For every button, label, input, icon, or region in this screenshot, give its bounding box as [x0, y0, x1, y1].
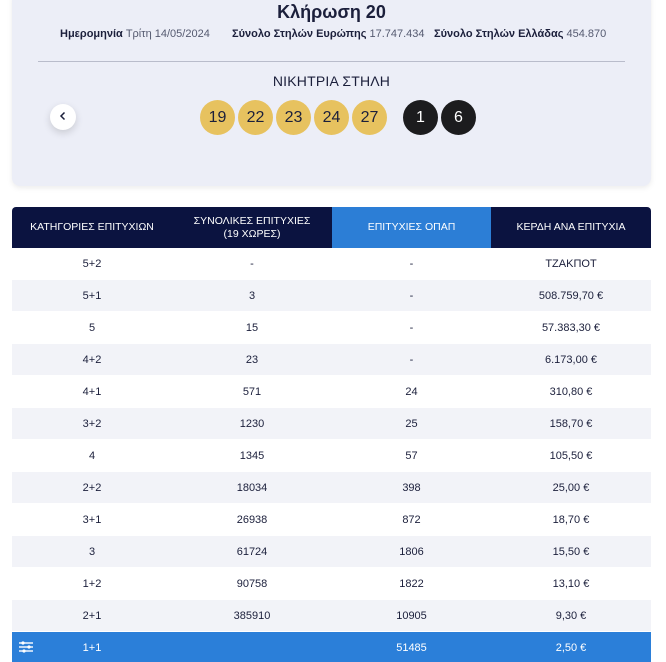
- cell-total: 3: [248, 289, 256, 302]
- header-total-line2: (19 ΧΩΡΕΣ): [223, 227, 281, 240]
- cell-category: 2+2: [82, 481, 102, 494]
- cell-total: [172, 632, 332, 662]
- winning-column-title: ΝΙΚΗΤΡΙΑ ΣΤΗΛΗ: [272, 73, 391, 89]
- draw-date: [60, 28, 210, 40]
- cell-category: 1+2: [82, 577, 102, 590]
- cell-prize: 9,30 €: [555, 609, 587, 622]
- main-number-ball: 19: [200, 100, 235, 135]
- cell-total: 571: [242, 385, 262, 398]
- table-row: [12, 248, 651, 279]
- cell-prize: ΤΖΑΚΠΟΤ: [545, 257, 597, 270]
- main-number-ball: 23: [276, 100, 311, 135]
- draw-date-value: Τρίτη 14/05/2024: [125, 28, 210, 40]
- table-row: [12, 600, 651, 631]
- cell-prize: 25,00 €: [552, 481, 590, 494]
- star-number-ball: 1: [403, 100, 438, 135]
- header-opap-wins: ΕΠΙΤΥΧΙΕΣ ΟΠΑΠ: [332, 207, 491, 248]
- cell-opap: -: [409, 321, 414, 334]
- table-row: [12, 536, 651, 567]
- cell-prize: 158,70 €: [549, 417, 593, 430]
- table-row: [12, 440, 651, 471]
- europe-total: [232, 28, 425, 40]
- cell-total: 18034: [236, 481, 268, 494]
- table-row: [12, 568, 651, 599]
- draw-date-label: Ημερομηνία: [60, 28, 123, 40]
- table-row: [12, 344, 651, 375]
- table-row: [12, 408, 651, 439]
- cell-opap: 1806: [399, 545, 424, 558]
- cell-opap: -: [409, 289, 414, 302]
- draw-info-card: [12, 0, 651, 186]
- greece-total-value: 454.870: [566, 28, 607, 40]
- cell-prize: 57.383,30 €: [541, 321, 601, 334]
- cell-prize: 15,50 €: [552, 545, 590, 558]
- cell-prize: 18,70 €: [552, 513, 590, 526]
- main-number-ball: 22: [238, 100, 273, 135]
- cell-category: 3: [88, 545, 96, 558]
- cell-total: 15: [245, 321, 259, 334]
- cell-category: 2+1: [82, 609, 102, 622]
- cell-opap: 57: [405, 449, 418, 462]
- star-number-ball: 6: [441, 100, 476, 135]
- cell-opap: -: [409, 257, 414, 270]
- cell-category: 1+1: [82, 641, 102, 654]
- cell-category: 5+1: [82, 289, 102, 302]
- greece-total-label: Σύνολο Στηλών Ελλάδας: [434, 28, 564, 40]
- table-header: [12, 207, 651, 248]
- header-total-wins: [172, 207, 332, 248]
- main-number-ball: 24: [314, 100, 349, 135]
- cell-opap: 51485: [396, 641, 427, 654]
- cell-total: -: [250, 257, 254, 270]
- cell-total: 23: [245, 353, 259, 366]
- cell-prize: 310,80 €: [549, 385, 593, 398]
- table-row: [12, 632, 651, 662]
- cell-total: 61724: [236, 545, 268, 558]
- cell-category: 4+2: [82, 353, 102, 366]
- table-row: [12, 376, 651, 407]
- table-row: [12, 504, 651, 535]
- chevron-left-icon: [58, 108, 68, 126]
- main-number-ball: 27: [352, 100, 387, 135]
- greece-total: [434, 28, 606, 40]
- cell-category: 4+1: [82, 385, 102, 398]
- cell-prize: 2,50 €: [555, 641, 587, 654]
- cell-total: 1230: [239, 417, 265, 430]
- cell-category: 5: [88, 321, 96, 334]
- cell-opap: 10905: [396, 609, 427, 622]
- cell-opap: -: [409, 353, 414, 366]
- cell-total: 90758: [236, 577, 268, 590]
- previous-draw-button[interactable]: [50, 104, 76, 130]
- cell-opap: 1822: [399, 577, 424, 590]
- cell-opap: 398: [402, 481, 421, 494]
- cell-prize: 508.759,70 €: [538, 289, 604, 302]
- table-row: [12, 472, 651, 503]
- prize-table: [12, 207, 651, 662]
- cell-category: 3+1: [82, 513, 102, 526]
- europe-total-value: 17.747.434: [369, 28, 425, 40]
- header-prize-per-win: ΚΕΡΔΗ ΑΝΑ ΕΠΙΤΥΧΙΑ: [516, 221, 626, 233]
- cell-total: 1345: [239, 449, 265, 462]
- europe-total-label: Σύνολο Στηλών Ευρώπης: [232, 28, 367, 40]
- cell-category: 4: [88, 449, 96, 462]
- draw-title: Κλήρωση 20: [277, 2, 386, 22]
- cell-opap: 24: [405, 385, 418, 398]
- cell-category: 5+2: [82, 257, 102, 270]
- header-total-line1: ΣΥΝΟΛΙΚΕΣ ΕΠΙΤΥΧΙΕΣ: [193, 214, 311, 227]
- table-row: [12, 280, 651, 311]
- cell-total: 26938: [236, 513, 268, 526]
- header-category: ΚΑΤΗΓΟΡΙΕΣ ΕΠΙΤΥΧΙΩΝ: [30, 221, 154, 233]
- divider: [38, 61, 625, 62]
- cell-category: 3+2: [82, 417, 102, 430]
- cell-total: 385910: [233, 609, 271, 622]
- cell-opap: 25: [405, 417, 418, 430]
- cell-prize: 105,50 €: [549, 449, 593, 462]
- table-row: [12, 312, 651, 343]
- cell-prize: 13,10 €: [552, 577, 590, 590]
- cell-opap: 872: [402, 513, 421, 526]
- cell-prize: 6.173,00 €: [545, 353, 597, 366]
